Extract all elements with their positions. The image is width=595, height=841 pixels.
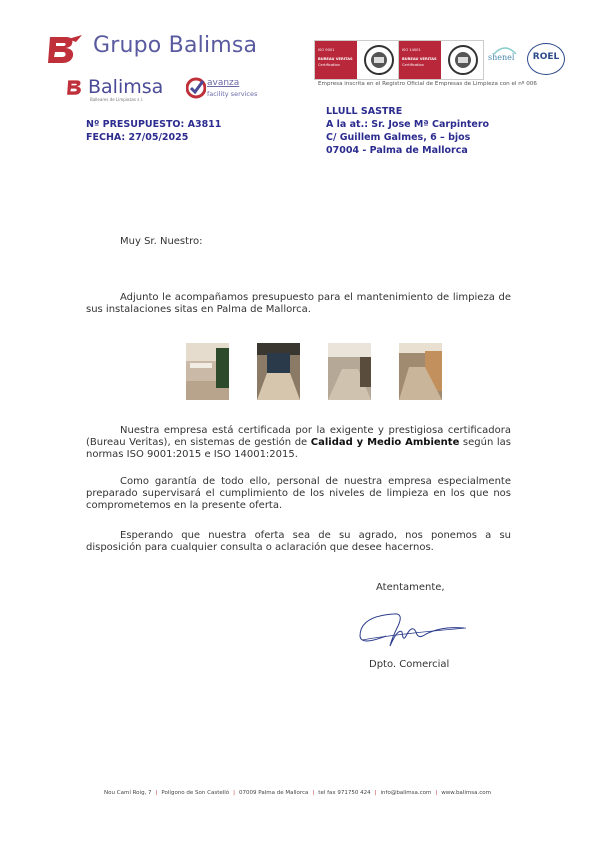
paragraph-1-text: Adjunto le acompañamos presupuesto para el mantenimiento de limpieza de sus instalaciones sitas en Palma de Mallorca.: [86, 292, 511, 315]
registry-note: Empresa inscrita en el Registro Oficial de Empresas de Limpieza con el nº 006: [318, 81, 537, 87]
bureau-veritas-seal-icon: [363, 44, 395, 76]
footer-separator: |: [312, 790, 315, 796]
shenel-logo: [488, 44, 522, 78]
paragraph-2: [86, 425, 511, 461]
paragraph-3: [86, 476, 511, 512]
footer-area: Polígono de Son Castelló: [161, 790, 230, 796]
avanza-logo-icon: [186, 76, 206, 100]
signature-icon: [356, 606, 476, 656]
recipient-attention: A la at.: Sr. Jose Mª Carpintero: [326, 119, 490, 130]
footer-website[interactable]: www.balimsa.com: [441, 790, 491, 796]
facility-photo-3: [328, 343, 371, 400]
signature-department: Dpto. Comercial: [369, 659, 450, 670]
paragraph-3-text: Como garantía de todo ello, personal de nuestra empresa especialmente preparado supervisará el cumplimiento de los niveles de limpieza en los que nos comprometemos en la presente oferta.: [86, 476, 511, 511]
quote-date: FECHA: 27/05/2025: [86, 132, 189, 143]
cert-badge-iso14001: [398, 40, 484, 80]
cert-badge-iso9001: [314, 40, 400, 80]
paragraph-2-text: [86, 425, 511, 461]
paragraph-4: [86, 530, 511, 554]
paragraph-1: [86, 292, 511, 316]
cert-code: ISO 9001: [318, 48, 335, 52]
shenel-label: shenel: [488, 53, 515, 62]
recipient-company: LLULL SASTRE: [326, 106, 403, 117]
roel-logo: [527, 43, 565, 75]
facility-photo-1: [186, 343, 229, 400]
cert-org: BUREAU VERITAS: [318, 57, 353, 61]
partner-name: avanza: [207, 78, 240, 88]
footer-city: 07009 Palma de Mallorca: [239, 790, 309, 796]
closing: Atentamente,: [376, 582, 445, 593]
footer-address: Nou Camí Roig, 7: [104, 790, 152, 796]
facility-photo-4: [399, 343, 442, 400]
recipient-block: [326, 105, 489, 157]
footer-separator: |: [155, 790, 158, 796]
group-name: Grupo Balimsa: [93, 33, 258, 58]
paragraph-2-part-c: según las normas ISO 9001:2015 e ISO 14001:2015.: [86, 437, 512, 460]
cert-label: Certification: [402, 63, 424, 67]
cert-org: BUREAU VERITAS: [402, 57, 437, 61]
brand-subtitle: Balleares de Limpiezas s.l.: [90, 97, 143, 102]
paragraph-2-highlight: Calidad y Medio Ambiente: [310, 437, 460, 448]
footer-email[interactable]: info@balimsa.com: [380, 790, 432, 796]
footer-separator: |: [374, 790, 377, 796]
partner-subtitle: facility services: [207, 90, 258, 98]
facility-photo-2: [257, 343, 300, 400]
quote-number: Nº PRESUPUESTO: A3811: [86, 119, 222, 130]
footer-separator: |: [435, 790, 438, 796]
cert-code: ISO 14001: [402, 48, 421, 52]
footer-phone: tel fax 971750 424: [318, 790, 371, 796]
paragraph-2-part-a: Nuestra empresa está certificada por la exigente y prestigiosa certificadora (Bureau Veritas), en sistemas de gestión de: [86, 425, 511, 448]
bureau-veritas-seal-icon: [447, 44, 479, 76]
footer: [0, 790, 595, 796]
paragraph-4-text: Esperando que nuestra oferta sea de su agrado, nos ponemos a su disposición para cualquier consulta o aclaración que desee hacernos.: [86, 530, 511, 553]
grupo-balimsa-logo-icon: [46, 33, 86, 65]
roel-label: ROEL: [532, 52, 560, 62]
footer-separator: |: [233, 790, 236, 796]
quote-info: [86, 118, 221, 144]
balimsa-logo-icon: [66, 77, 88, 97]
brand-name: Balimsa: [88, 76, 164, 98]
salutation: Muy Sr. Nuestro:: [120, 236, 203, 247]
cert-label: Certification: [318, 63, 340, 67]
recipient-city: 07004 - Palma de Mallorca: [326, 145, 468, 156]
recipient-address: C/ Guillem Galmes, 6 – bjos: [326, 132, 471, 143]
